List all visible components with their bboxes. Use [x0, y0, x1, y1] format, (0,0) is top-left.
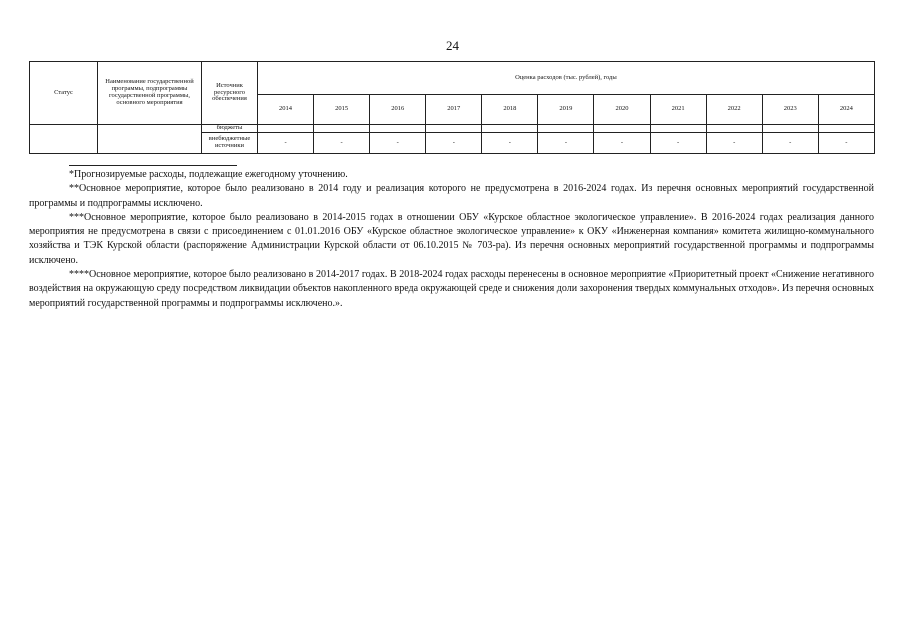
value-cell — [258, 125, 314, 133]
source-label: бюджеты — [202, 125, 258, 133]
value-cell: - — [818, 133, 874, 154]
footnotes — [29, 165, 874, 311]
header-estimate: Оценка расходов (тыс. рублей), годы — [258, 62, 875, 95]
value-cell: - — [482, 133, 538, 154]
value-cell: - — [370, 133, 426, 154]
header-source: Источник ресурсного обеспечения — [202, 62, 258, 125]
value-cell: - — [762, 133, 818, 154]
value-cell: - — [538, 133, 594, 154]
value-cell — [818, 125, 874, 133]
header-name: Наименование государственной программы, подпрограммы государственной программы, основного мероприятия — [98, 62, 202, 125]
value-cell: - — [706, 133, 762, 154]
year-header: 2014 — [258, 95, 314, 125]
header-status: Статус — [30, 62, 98, 125]
status-cell — [30, 125, 98, 154]
value-cell: - — [650, 133, 706, 154]
value-cell — [594, 125, 650, 133]
year-header: 2018 — [482, 95, 538, 125]
source-label: внебюджетные источники — [202, 133, 258, 154]
footnote-3: ***Основное мероприятие, которое было реализовано в 2014-2015 годах в отношении ОБУ «Курское областное экологическое управление». В 2016-2024 годах реализация данного мероприятия не предусмотрена в связи с присоединением с 01.01.2016 ОБУ «Курское областное экологическое управление» к ОКУ «Инженерная компания» комитета жилищно-коммунального хозяйства и ТЭК Курской области (распоряжение Администрации Курской области от 06.10.2015 № 703-ра). Из перечня основных мероприятий государственной программы и подпрограммы исключено. — [29, 211, 874, 266]
value-cell: - — [258, 133, 314, 154]
name-cell — [98, 125, 202, 154]
value-cell — [762, 125, 818, 133]
value-cell: - — [426, 133, 482, 154]
footnote-1: *Прогнозируемые расходы, подлежащие ежегодному уточнению. — [69, 169, 348, 180]
value-cell: - — [314, 133, 370, 154]
value-cell — [314, 125, 370, 133]
year-header: 2020 — [594, 95, 650, 125]
value-cell: - — [594, 133, 650, 154]
value-cell — [370, 125, 426, 133]
year-header: 2016 — [370, 95, 426, 125]
year-header: 2017 — [426, 95, 482, 125]
value-cell — [538, 125, 594, 133]
year-header: 2024 — [818, 95, 874, 125]
year-header: 2019 — [538, 95, 594, 125]
footnote-2: **Основное мероприятие, которое было реализовано в 2014 году и реализация которого не предусмотрена в 2016-2024 годах. Из перечня основных мероприятий государственной программы и подпрограммы исключено. — [29, 183, 874, 209]
year-header: 2023 — [762, 95, 818, 125]
year-header: 2015 — [314, 95, 370, 125]
footnote-divider — [69, 165, 237, 166]
value-cell — [482, 125, 538, 133]
value-cell — [706, 125, 762, 133]
page-number: 24 — [446, 38, 459, 53]
table-row — [30, 125, 875, 133]
footnote-4: ****Основное мероприятие, которое было реализовано в 2014-2017 годах. В 2018-2024 годах расходы перенесены в основное мероприятие «Приоритетный проект «Снижение негативного воздействия на окружающую среду посредством ликвидации объектов накопленного вреда окружающей среде и снижения доли захоронения твердых коммунальных отходов». Из перечня основных мероприятий государственной программы и подпрограммы исключено.». — [29, 269, 874, 309]
header-row — [30, 62, 875, 95]
budget-table — [29, 61, 875, 154]
year-header: 2022 — [706, 95, 762, 125]
value-cell — [426, 125, 482, 133]
value-cell — [650, 125, 706, 133]
year-header: 2021 — [650, 95, 706, 125]
